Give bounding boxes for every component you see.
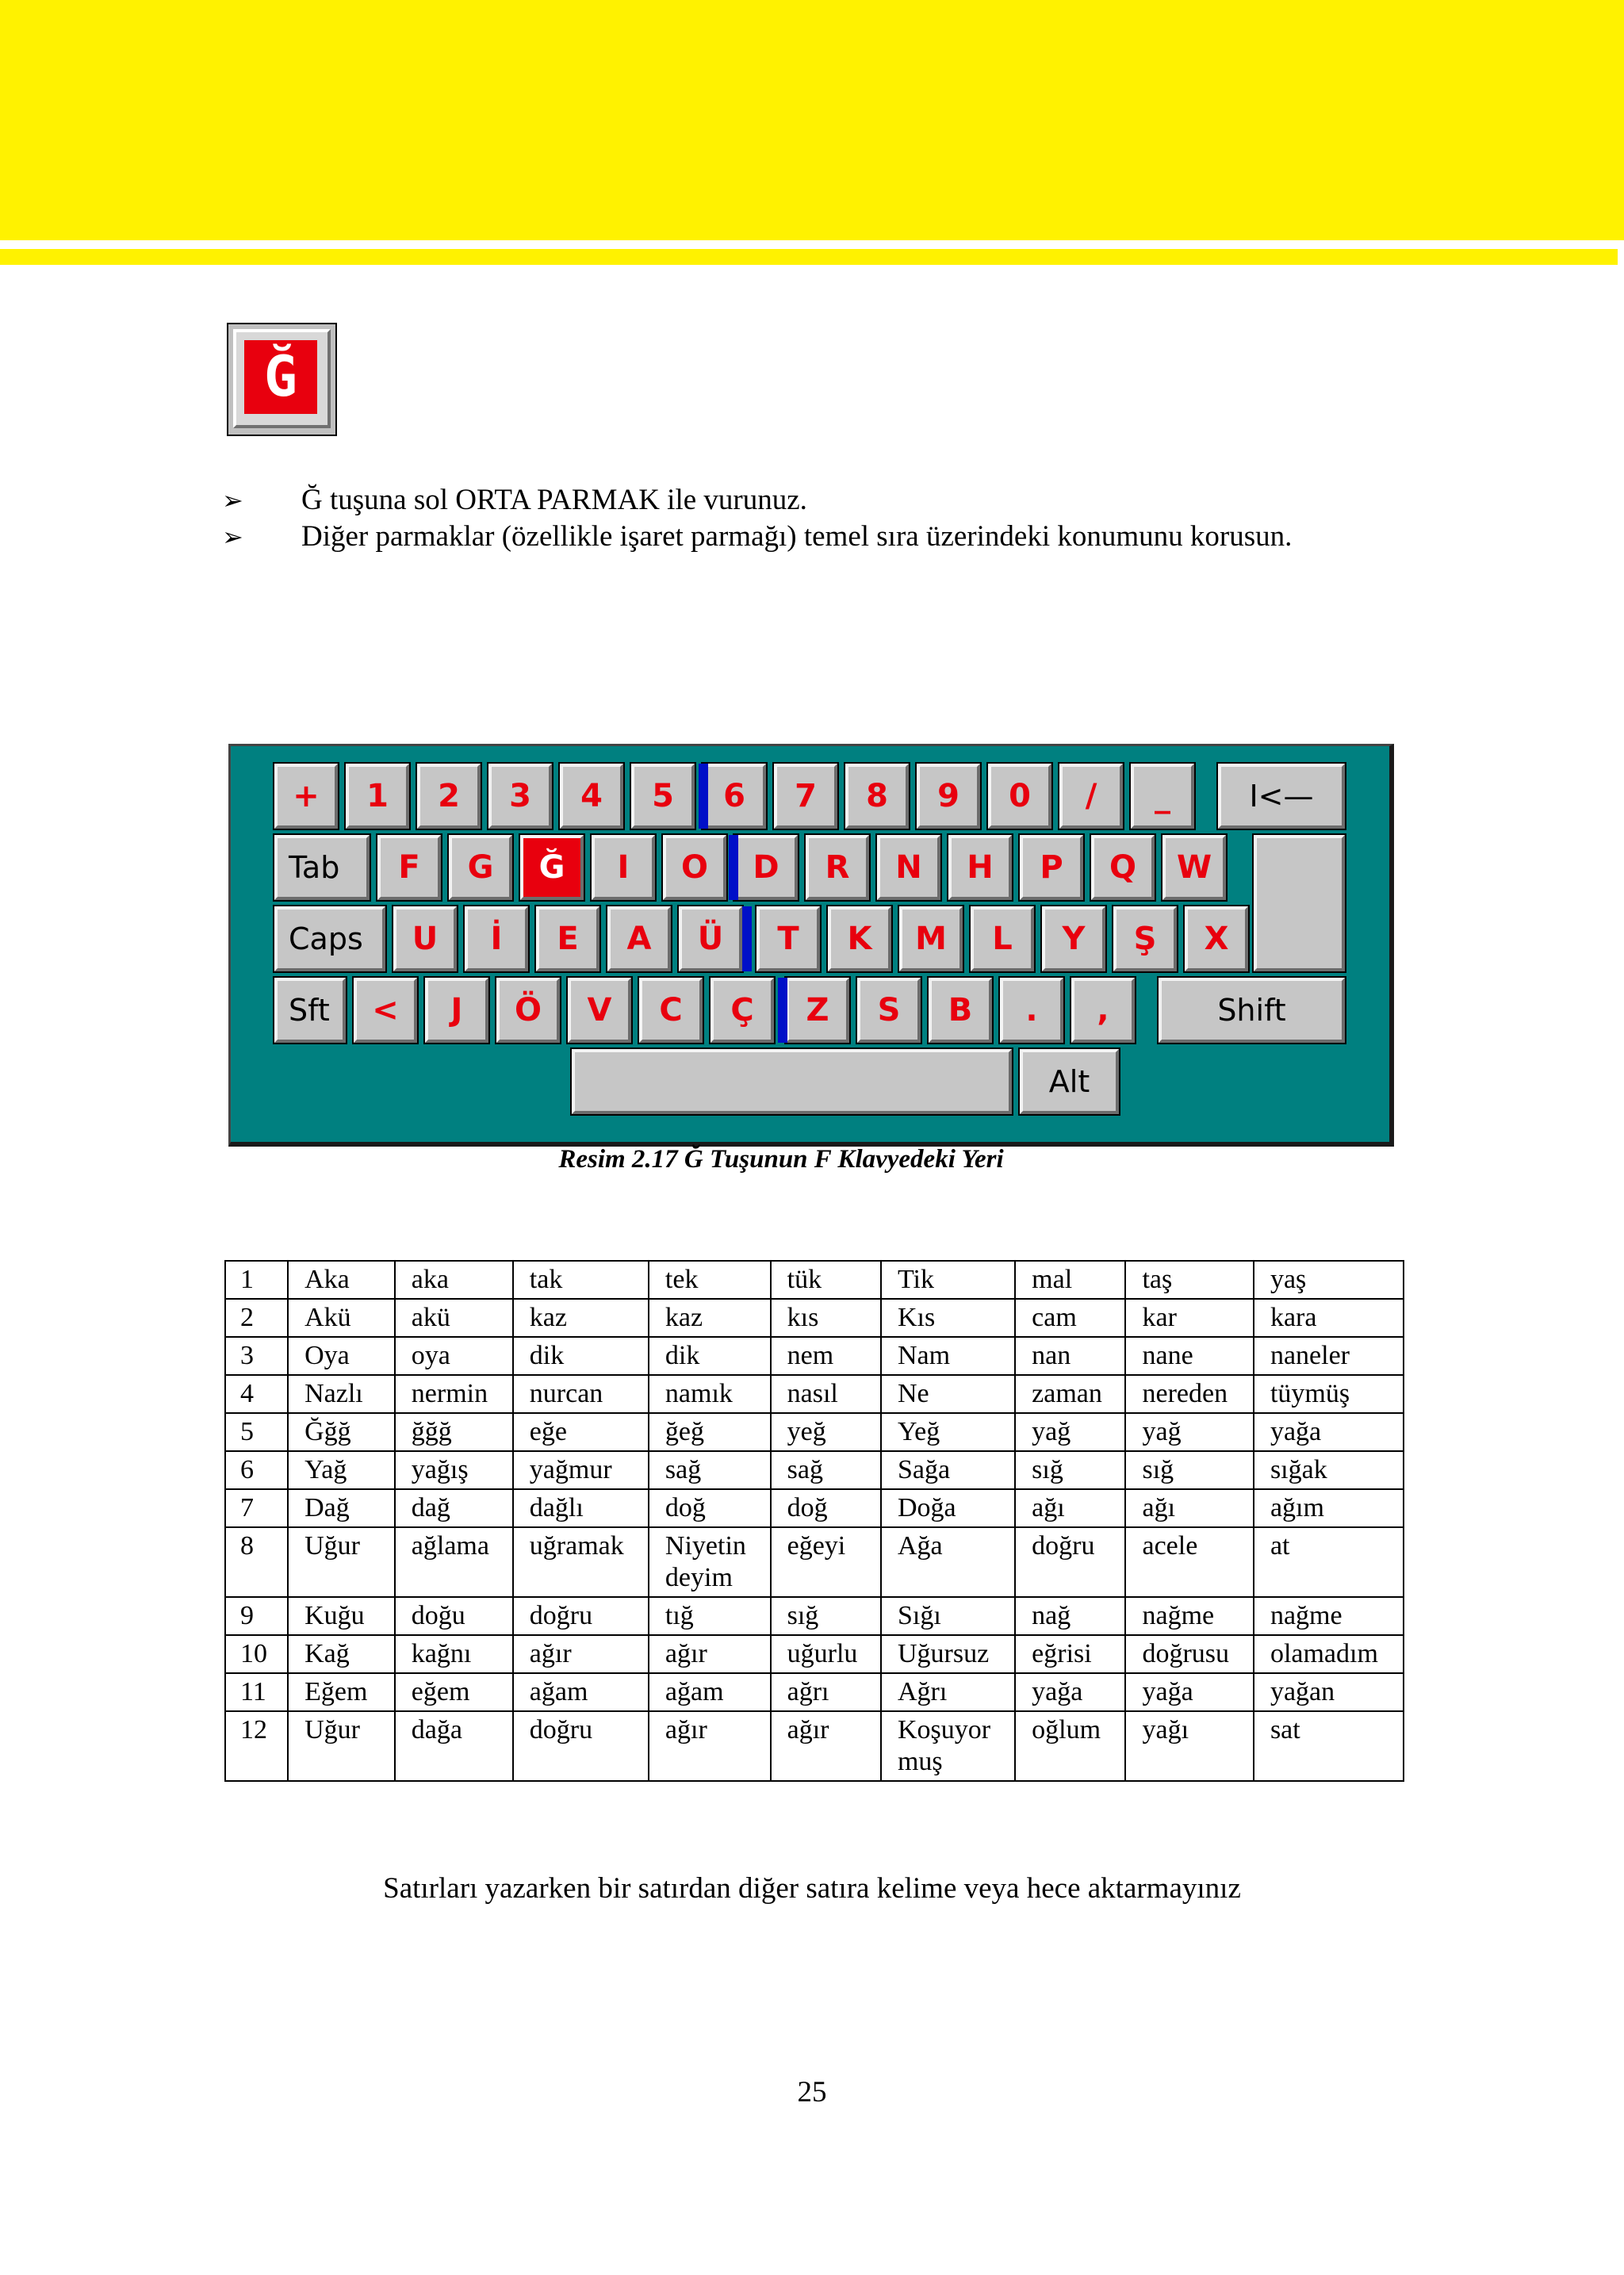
word-cell: nağme [1254,1597,1404,1635]
word-cell: eğrisi [1015,1635,1125,1673]
word-cell: yeğ [771,1413,881,1451]
word-cell: dağ [395,1489,513,1527]
hand-divider [729,835,738,900]
key: S [857,978,921,1043]
word-cell: nem [771,1337,881,1375]
word-cell: sağ [649,1451,771,1489]
key: Y [1042,906,1105,971]
word-cell: doğ [771,1489,881,1527]
row-number-cell: 6 [225,1451,288,1489]
hand-divider [778,978,787,1043]
figure-caption: Resim 2.17 Ğ Tuşunun F Klavyedeki Yeri [558,1145,1004,1174]
row-number-cell: 11 [225,1673,288,1711]
key: D [734,835,798,900]
table-row [225,1337,1404,1375]
word-cell: eğeyi [771,1527,881,1597]
word-cell: sığ [1015,1451,1125,1489]
word-cell: Yağ [288,1451,395,1489]
key: Ç [710,978,774,1043]
word-cell: kağnı [395,1635,513,1673]
word-cell: ağır [649,1635,771,1673]
word-cell: dağlı [513,1489,649,1527]
word-cell: acele [1125,1527,1253,1597]
key: Q [1091,835,1155,900]
word-cell: at [1254,1527,1404,1597]
hand-divider [699,764,708,829]
word-cell: doğru [513,1597,649,1635]
key: . [1000,978,1063,1043]
keyboard-diagram [228,744,1394,1147]
table-row [225,1597,1404,1635]
key: 7 [774,764,837,829]
key: E [536,906,599,971]
word-cell: ağır [649,1711,771,1781]
word-cell: sat [1254,1711,1404,1781]
row-number-cell: 4 [225,1375,288,1413]
word-cell: ağır [513,1635,649,1673]
word-cell: tük [771,1261,881,1299]
key: 4 [560,764,623,829]
word-cell: Uğur [288,1711,395,1781]
key: L [971,906,1034,971]
key [572,1049,1012,1114]
word-cell: yağa [1125,1673,1253,1711]
header-band [0,0,1624,240]
key: Ğ [520,835,584,900]
word-cell: yağ [1125,1413,1253,1451]
word-cell: doğru [1015,1527,1125,1597]
word-cell: uğramak [513,1527,649,1597]
word-cell: nermin [395,1375,513,1413]
word-cell: taş [1125,1261,1253,1299]
key: F [377,835,441,900]
key-icon-bevel [233,329,331,428]
page-number: 25 [797,2076,827,2108]
word-cell: tek [649,1261,771,1299]
key: H [948,835,1012,900]
key: X [1185,906,1248,971]
word-cell: Doğa [881,1489,1015,1527]
word-cell: Ağa [881,1527,1015,1597]
word-cell: oya [395,1337,513,1375]
word-cell: Kuğu [288,1597,395,1635]
word-cell: oğlum [1015,1711,1125,1781]
header-line [0,249,1618,265]
word-cell: sığ [1125,1451,1253,1489]
arrow-bullet-icon: ➢ [222,522,243,552]
enter-key [1254,835,1345,971]
table-row [225,1711,1404,1781]
table-row [225,1413,1404,1451]
key: Ş [1113,906,1177,971]
typing-note: Satırları yazarken bir satırdan diğer satıra kelime veya hece aktarmayınız [383,1872,1241,1905]
word-cell: eğem [395,1673,513,1711]
key: M [899,906,963,971]
word-cell: yağmur [513,1451,649,1489]
word-cell: doğrusu [1125,1635,1253,1673]
key: U [393,906,457,971]
instruction-item [222,482,1411,519]
word-cell: naneler [1254,1337,1404,1375]
word-cell: kaz [513,1299,649,1337]
hand-divider [742,906,752,971]
word-cell: Sığı [881,1597,1015,1635]
word-cell: ağım [1254,1489,1404,1527]
word-cell: kaz [649,1299,771,1337]
word-cell: yağı [1125,1711,1253,1781]
key: _ [1131,764,1194,829]
word-cell: nan [1015,1337,1125,1375]
key: P [1020,835,1083,900]
word-cell: Ne [881,1375,1015,1413]
row-number-cell: 10 [225,1635,288,1673]
word-cell: nereden [1125,1375,1253,1413]
word-cell: yağan [1254,1673,1404,1711]
key: O [663,835,726,900]
row-number-cell: 3 [225,1337,288,1375]
word-cell: Akü [288,1299,395,1337]
word-cell: dağa [395,1711,513,1781]
key: 5 [631,764,695,829]
key: 1 [346,764,409,829]
key: Tab [274,835,370,900]
word-cell: zaman [1015,1375,1125,1413]
word-cell: ağam [513,1673,649,1711]
word-cell: olamadım [1254,1635,1404,1673]
key: , [1071,978,1135,1043]
word-cell: sığ [771,1597,881,1635]
word-cell: Oya [288,1337,395,1375]
word-cell: aka [395,1261,513,1299]
table-row [225,1375,1404,1413]
word-cell: ğeğ [649,1413,771,1451]
practice-table [224,1260,1404,1782]
instruction-text: Diğer parmaklar (özellikle işaret parmağı) temel sıra üzerindeki konumunu korusun. [301,520,1293,553]
word-cell: ağrı [771,1673,881,1711]
word-cell: yağa [1254,1413,1404,1451]
key: Sft [274,978,346,1043]
word-cell: sığak [1254,1451,1404,1489]
key: Alt [1020,1049,1119,1114]
row-number-cell: 2 [225,1299,288,1337]
word-cell: dik [513,1337,649,1375]
word-cell: yağ [1015,1413,1125,1451]
word-cell: tak [513,1261,649,1299]
word-cell: akü [395,1299,513,1337]
table-row [225,1451,1404,1489]
key: 3 [488,764,552,829]
word-cell: Kıs [881,1299,1015,1337]
word-cell: nane [1125,1337,1253,1375]
word-cell: nağ [1015,1597,1125,1635]
word-cell: Aka [288,1261,395,1299]
word-cell: nağme [1125,1597,1253,1635]
instruction-item [222,519,1411,555]
word-cell: kıs [771,1299,881,1337]
word-cell: Eğem [288,1673,395,1711]
key: 2 [417,764,481,829]
row-number-cell: 7 [225,1489,288,1527]
word-cell: yağış [395,1451,513,1489]
practice-table-body [225,1261,1404,1781]
key: Ü [679,906,742,971]
table-row [225,1261,1404,1299]
keyboard-keys [231,746,1389,1142]
word-cell: namık [649,1375,771,1413]
key: Z [786,978,849,1043]
key: Caps [274,906,385,971]
word-cell: Tik [881,1261,1015,1299]
word-cell: cam [1015,1299,1125,1337]
word-cell: doğ [649,1489,771,1527]
word-cell: Kağ [288,1635,395,1673]
word-cell: Sağa [881,1451,1015,1489]
table-row [225,1299,1404,1337]
key: + [274,764,338,829]
word-cell: yağa [1015,1673,1125,1711]
word-cell: nasıl [771,1375,881,1413]
key: V [568,978,631,1043]
word-cell: ağır [771,1711,881,1781]
g-breve-key-icon [227,323,337,436]
word-cell: ağı [1125,1489,1253,1527]
word-cell: sağ [771,1451,881,1489]
key: Ö [496,978,560,1043]
table-row [225,1489,1404,1527]
word-cell: Uğursuz [881,1635,1015,1673]
word-cell: Ğğğ [288,1413,395,1451]
word-cell: Yeğ [881,1413,1015,1451]
key: J [425,978,488,1043]
word-cell: ağam [649,1673,771,1711]
key: Shift [1159,978,1345,1043]
key: 6 [703,764,766,829]
key: 0 [988,764,1051,829]
key: N [877,835,940,900]
word-cell: Dağ [288,1489,395,1527]
word-cell: Nazlı [288,1375,395,1413]
word-cell: ağı [1015,1489,1125,1527]
word-cell: Uğur [288,1527,395,1597]
key: I<— [1218,764,1345,829]
word-cell: kar [1125,1299,1253,1337]
word-cell: kara [1254,1299,1404,1337]
word-cell: mal [1015,1261,1125,1299]
word-cell: ağlama [395,1527,513,1597]
key: 8 [845,764,909,829]
key: R [806,835,869,900]
arrow-bullet-icon: ➢ [222,485,243,515]
table-row [225,1673,1404,1711]
word-cell: ğğğ [395,1413,513,1451]
word-cell: Niyetin deyim [649,1527,771,1597]
key: İ [465,906,528,971]
key: G [449,835,512,900]
key: / [1059,764,1123,829]
table-row [225,1635,1404,1673]
word-cell: tüymüş [1254,1375,1404,1413]
word-cell: doğru [513,1711,649,1781]
word-cell: Nam [881,1337,1015,1375]
key: B [929,978,992,1043]
instruction-text: Ğ tuşuna sol ORTA PARMAK ile vurunuz. [301,484,807,516]
key: < [354,978,417,1043]
word-cell: tığ [649,1597,771,1635]
word-cell: dik [649,1337,771,1375]
row-number-cell: 8 [225,1527,288,1597]
key: C [639,978,703,1043]
key-icon-face: Ğ [244,340,317,414]
key: 9 [917,764,980,829]
word-cell: nurcan [513,1375,649,1413]
key: T [756,906,820,971]
word-cell: Koşuyor muş [881,1711,1015,1781]
table-row [225,1527,1404,1597]
row-number-cell: 12 [225,1711,288,1781]
word-cell: eğe [513,1413,649,1451]
key: K [828,906,891,971]
word-cell: doğu [395,1597,513,1635]
word-cell: Ağrı [881,1673,1015,1711]
word-cell: yaş [1254,1261,1404,1299]
row-number-cell: 1 [225,1261,288,1299]
instruction-list [222,482,1411,555]
word-cell: uğurlu [771,1635,881,1673]
key: A [607,906,671,971]
row-number-cell: 5 [225,1413,288,1451]
key: I [592,835,655,900]
key: W [1162,835,1226,900]
row-number-cell: 9 [225,1597,288,1635]
